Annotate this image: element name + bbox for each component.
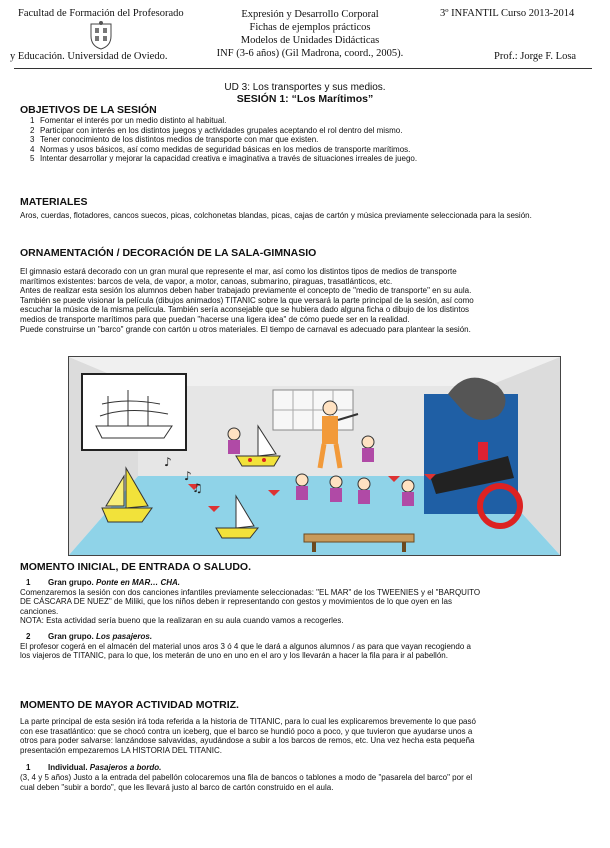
- titanic-poster-icon: [424, 378, 520, 526]
- unit-title: UD 3: Los transportes y sus medios.: [224, 82, 386, 93]
- header-course-info: [210, 8, 410, 60]
- initial-activity-1-title: 1 Gran grupo. Ponte en MAR… CHA.: [26, 578, 181, 587]
- list-item: 3 Tener conocimiento de los distintos medios de transporte con mar que existen.: [30, 135, 319, 145]
- initial-note: NOTA: Esta actividad sería bueno que la realizaran en su aula cuando vamos a recogerles.: [20, 616, 344, 626]
- gym-illustration: [68, 356, 561, 556]
- initial-heading: MOMENTO INICIAL, DE ENTRADA O SALUDO.: [20, 561, 251, 573]
- decoration-line: Puede construirse un "barco" grande con cartón u otros materiales. El tiempo de carnaval es adecuado para plantear la sesión.: [20, 324, 471, 334]
- list-item: 5 Intentar desarrollar y mejorar la capacidad creativa e imaginativa a través de situaciones irreales de juego.: [30, 154, 418, 164]
- header-faculty: Facultad de Formación del Profesorado: [18, 8, 184, 19]
- decoration-line: Antes de realizar esta sesión los alumnos deben haber trabajado previamente el concepto de "medio de transporte" en su aula.: [20, 286, 472, 296]
- initial-activity-1-line: canciones.: [20, 606, 59, 616]
- svg-text:♪: ♪: [184, 469, 192, 483]
- list-item: 2 Participar con interés en los distintos juegos y actividades grupales aceptando el rol dentro del mismo.: [30, 125, 403, 135]
- list-item: 4 Normas y usos básicos, así como medidas de seguridad básicas en los medios de transporte marítimos.: [30, 144, 411, 154]
- svg-text:♪: ♪: [164, 455, 172, 469]
- main-line: otros para poder salvarse: lanzándose salvavidas, ayudándose a subir a los barcos de remos, etc. Una vez hecha esta pequeña: [20, 736, 475, 746]
- window-icon: [273, 390, 353, 430]
- decoration-line: El gimnasio estará decorado con un gran mural que represente el mar, así como los distintos tipos de medios de transporte: [20, 267, 457, 276]
- initial-activity-2-title: 2 Gran grupo. Los pasajeros.: [26, 631, 153, 641]
- main-activity-1-title: 1 Individual. Pasajeros a bordo.: [26, 763, 162, 773]
- initial-activity-1-line: DE CÁSCARA DE NUEZ" de Miliki, que los niños deben ir representando con gestos y movimientos de lo que oyen en las: [20, 597, 452, 607]
- header-professor: Prof.: Jorge F. Losa: [494, 51, 577, 62]
- session-title: SESIÓN 1: “Los Marítimos”: [236, 93, 374, 105]
- decoration-line: También se puede visionar la película (dibujos animados) TITANIC sobre la que versará la parte principal de la sesión, así como: [20, 295, 474, 305]
- main-section: [20, 699, 598, 792]
- svg-text:♫: ♫: [192, 481, 203, 495]
- ship-poster-icon: [82, 374, 186, 450]
- initial-activity-1-line: Comenzaremos la sesión con dos canciones infantiles previamente seleccionadas: "EL MAR" de los TWEENIES y el "BARQUITO: [20, 587, 481, 597]
- header-course: 3º INFANTIL Curso 2013-2014: [440, 8, 575, 19]
- header-center-line: Modelos de Unidades Didácticas: [240, 35, 380, 46]
- main-line: La parte principal de esta sesión irá toda referida a la historia de TITANIC, para lo cual les explicaremos brevemente lo que pasó: [20, 717, 476, 726]
- university-crest-icon: [86, 20, 116, 50]
- main-line: presentación empezaremos LA HISTORIA DEL TITANIC.: [20, 745, 223, 755]
- initial-activity-2-line: los viajeros de TITANIC, para lo que, los meterán de uno en uno en el aro y los llevarán a hacer la fila para ir al pabellón.: [20, 651, 448, 661]
- decoration-line: marítimos existentes: barcos de vela, de vapor, a motor, canoas, submarino, piraguas, trasatlánticos, etc.: [20, 276, 393, 286]
- decoration-line: escuchar la música de la misma película. También sería aconsejable que se hubiera dado alguna ficha o dibujo de los distintos: [20, 305, 470, 315]
- header-center-line: Expresión y Desarrollo Corporal: [241, 9, 379, 20]
- header-divider: [14, 68, 592, 69]
- main-activity-1-line: cual deben "subir a bordo", que les llevará justo al barco de cartón construido en el aula.: [20, 782, 334, 792]
- decoration-line: medios de transporte marítimos para que puedan "hacerse una ligera idea" de cómo puede ser en la realidad.: [20, 314, 410, 324]
- header-center-line: Fichas de ejemplos prácticos: [249, 22, 371, 33]
- materials-heading: MATERIALES: [20, 196, 88, 208]
- decoration-heading: ORNAMENTACIÓN / DECORACIÓN DE LA SALA-GIMNASIO: [20, 247, 317, 259]
- decoration-section: [20, 247, 598, 334]
- main-heading: MOMENTO DE MAYOR ACTIVIDAD MOTRIZ.: [20, 699, 239, 711]
- header-center-line: INF (3-6 años) (Gil Madrona, coord., 2005).: [216, 48, 404, 59]
- objectives-list: [20, 116, 598, 164]
- materials-section: [20, 196, 598, 221]
- objectives-section: [20, 104, 598, 164]
- initial-section: [20, 561, 598, 661]
- materials-text: Aros, cuerdas, flotadores, cancos suecos, picas, colchonetas blandas, picas, cajas de cartón y música previamente seleccionada para la sesión.: [20, 211, 532, 220]
- list-item: 1 Fomentar el interés por un medio distinto al habitual.: [30, 116, 227, 125]
- main-line: con ese trasatlántico: que se chocó contra un iceberg, que el barco se hundió poco a poco, y que tuvieron que ayudarse unos a: [20, 726, 473, 736]
- objectives-heading: OBJETIVOS DE LA SESIÓN: [20, 104, 157, 116]
- header-university: y Educación. Universidad de Oviedo.: [10, 51, 168, 62]
- initial-activity-2-line: El profesor cogerá en el almacén del material unos aros 3 ó 4 que le dará a algunos alumnos / as para que vayan recogiendo a: [20, 641, 471, 651]
- main-activity-1-line: (3, 4 y 5 años) Justo a la entrada del pabellón colocaremos una fila de bancos o tablones a modo de "pasarela del barco" por el: [20, 772, 473, 782]
